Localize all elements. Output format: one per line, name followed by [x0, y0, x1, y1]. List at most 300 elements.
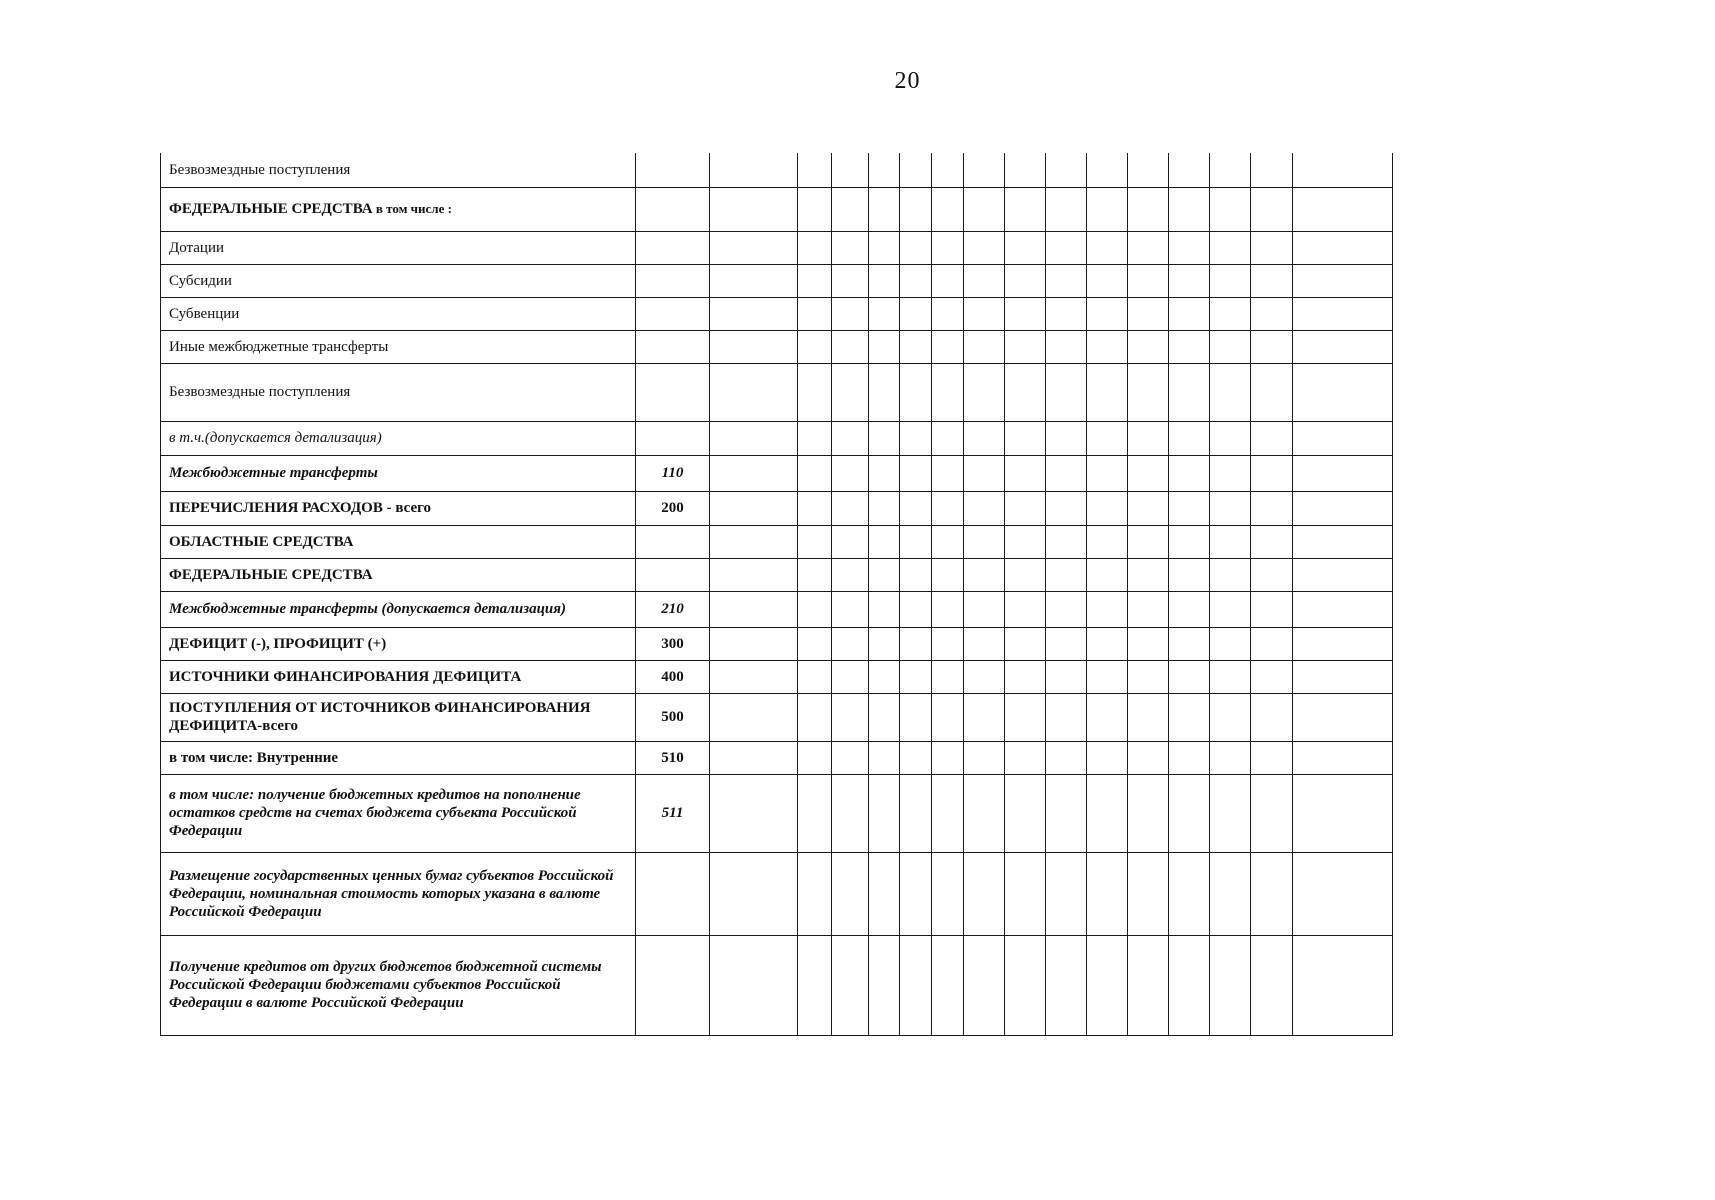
empty-cell: [1251, 591, 1293, 627]
empty-cell: [1005, 774, 1046, 852]
empty-cell: [1005, 421, 1046, 455]
empty-cell: [798, 297, 832, 330]
empty-cell: [964, 774, 1005, 852]
empty-cell: [832, 491, 869, 525]
empty-cell: [1128, 187, 1169, 231]
budget-grid: [160, 153, 1393, 1036]
empty-cell: [832, 264, 869, 297]
empty-cell: [1169, 455, 1210, 491]
empty-cell: [1128, 660, 1169, 693]
empty-cell: [900, 264, 932, 297]
empty-cell: [1169, 231, 1210, 264]
empty-cell: [832, 231, 869, 264]
empty-cell: [1087, 421, 1128, 455]
empty-cell: [798, 330, 832, 363]
empty-cell: [710, 455, 798, 491]
empty-cell: [900, 421, 932, 455]
empty-cell: [869, 525, 900, 558]
empty-cell: [1087, 491, 1128, 525]
empty-cell: [964, 852, 1005, 935]
empty-cell: [900, 153, 932, 187]
empty-cell: [869, 330, 900, 363]
empty-cell: [932, 231, 964, 264]
empty-cell: [1251, 363, 1293, 421]
empty-cell: [964, 363, 1005, 421]
empty-cell: [710, 852, 798, 935]
empty-cell: [798, 774, 832, 852]
empty-cell: [1087, 330, 1128, 363]
empty-cell: [1210, 525, 1251, 558]
empty-cell: [710, 231, 798, 264]
empty-cell: [1128, 153, 1169, 187]
row-code: 210: [636, 591, 710, 627]
row-label: [161, 693, 636, 741]
empty-cell: [869, 153, 900, 187]
empty-cell: [1210, 660, 1251, 693]
empty-cell: [1005, 231, 1046, 264]
empty-cell: [1251, 153, 1293, 187]
empty-cell: [798, 421, 832, 455]
empty-cell: [832, 591, 869, 627]
empty-cell: [710, 627, 798, 660]
row-label: [161, 455, 636, 491]
empty-cell: [869, 935, 900, 1035]
empty-cell: [1169, 774, 1210, 852]
empty-cell: [1293, 297, 1393, 330]
row-label-text: Межбюджетные трансферты (допускается детализация): [169, 601, 566, 617]
empty-cell: [964, 935, 1005, 1035]
empty-cell: [1210, 852, 1251, 935]
empty-cell: [1251, 297, 1293, 330]
empty-cell: [1087, 627, 1128, 660]
empty-cell: [1005, 525, 1046, 558]
table-row: [161, 660, 1393, 693]
row-label: [161, 264, 636, 297]
empty-cell: [1293, 741, 1393, 774]
empty-cell: [710, 330, 798, 363]
empty-cell: [900, 330, 932, 363]
empty-cell: [1005, 187, 1046, 231]
empty-cell: [1087, 852, 1128, 935]
empty-cell: [964, 455, 1005, 491]
empty-cell: [1087, 741, 1128, 774]
empty-cell: [932, 525, 964, 558]
table-row: [161, 455, 1393, 491]
empty-cell: [1210, 935, 1251, 1035]
empty-cell: [1005, 558, 1046, 591]
empty-cell: [798, 187, 832, 231]
empty-cell: [1087, 525, 1128, 558]
empty-cell: [1293, 591, 1393, 627]
empty-cell: [832, 297, 869, 330]
row-code: [636, 231, 710, 264]
empty-cell: [798, 591, 832, 627]
empty-cell: [1169, 591, 1210, 627]
budget-table: [160, 153, 1393, 1036]
empty-cell: [1087, 187, 1128, 231]
row-label: [161, 591, 636, 627]
row-label-text: Размещение государственных ценных бумаг субъектов Российской Федерации, номинальная стоимость которых указана в валюте Российской Федерации: [169, 867, 614, 920]
empty-cell: [1005, 153, 1046, 187]
empty-cell: [1251, 852, 1293, 935]
row-code: [636, 525, 710, 558]
empty-cell: [1128, 231, 1169, 264]
empty-cell: [964, 591, 1005, 627]
empty-cell: [900, 525, 932, 558]
empty-cell: [710, 525, 798, 558]
empty-cell: [932, 774, 964, 852]
empty-cell: [832, 153, 869, 187]
row-code: 110: [636, 455, 710, 491]
empty-cell: [710, 363, 798, 421]
empty-cell: [1128, 297, 1169, 330]
empty-cell: [900, 297, 932, 330]
table-row: [161, 330, 1393, 363]
table-row: [161, 525, 1393, 558]
table-row: [161, 297, 1393, 330]
empty-cell: [932, 297, 964, 330]
empty-cell: [1087, 935, 1128, 1035]
empty-cell: [964, 297, 1005, 330]
empty-cell: [1046, 264, 1087, 297]
empty-cell: [798, 852, 832, 935]
empty-cell: [1005, 852, 1046, 935]
row-code: 300: [636, 627, 710, 660]
empty-cell: [1046, 231, 1087, 264]
empty-cell: [1128, 330, 1169, 363]
empty-cell: [1087, 153, 1128, 187]
empty-cell: [1005, 330, 1046, 363]
empty-cell: [1210, 421, 1251, 455]
empty-cell: [710, 491, 798, 525]
empty-cell: [798, 491, 832, 525]
empty-cell: [1128, 491, 1169, 525]
row-code: [636, 297, 710, 330]
empty-cell: [1293, 491, 1393, 525]
table-row: [161, 231, 1393, 264]
empty-cell: [1210, 153, 1251, 187]
empty-cell: [832, 455, 869, 491]
empty-cell: [932, 693, 964, 741]
empty-cell: [1293, 660, 1393, 693]
empty-cell: [1005, 491, 1046, 525]
row-code: [636, 330, 710, 363]
empty-cell: [1087, 591, 1128, 627]
empty-cell: [932, 187, 964, 231]
empty-cell: [1087, 455, 1128, 491]
empty-cell: [1128, 558, 1169, 591]
empty-cell: [832, 852, 869, 935]
empty-cell: [832, 741, 869, 774]
row-label: [161, 852, 636, 935]
empty-cell: [1046, 491, 1087, 525]
empty-cell: [832, 421, 869, 455]
empty-cell: [1210, 774, 1251, 852]
empty-cell: [1293, 627, 1393, 660]
row-label: [161, 774, 636, 852]
empty-cell: [832, 363, 869, 421]
empty-cell: [1251, 627, 1293, 660]
row-code: [636, 153, 710, 187]
row-label-text: Субвенции: [169, 305, 240, 322]
empty-cell: [900, 491, 932, 525]
empty-cell: [1005, 935, 1046, 1035]
empty-cell: [1128, 363, 1169, 421]
row-label-text: Безвозмездные поступления: [169, 161, 351, 178]
empty-cell: [1169, 660, 1210, 693]
empty-cell: [1251, 741, 1293, 774]
empty-cell: [1169, 627, 1210, 660]
empty-cell: [1293, 935, 1393, 1035]
empty-cell: [832, 330, 869, 363]
empty-cell: [1046, 297, 1087, 330]
empty-cell: [1251, 774, 1293, 852]
empty-cell: [964, 421, 1005, 455]
empty-cell: [932, 491, 964, 525]
empty-cell: [832, 693, 869, 741]
empty-cell: [1128, 264, 1169, 297]
empty-cell: [932, 455, 964, 491]
row-label: [161, 660, 636, 693]
empty-cell: [964, 231, 1005, 264]
empty-cell: [1087, 558, 1128, 591]
empty-cell: [900, 935, 932, 1035]
empty-cell: [1210, 363, 1251, 421]
empty-cell: [832, 660, 869, 693]
empty-cell: [1128, 852, 1169, 935]
empty-cell: [900, 591, 932, 627]
empty-cell: [1005, 591, 1046, 627]
empty-cell: [1210, 455, 1251, 491]
table-row: [161, 421, 1393, 455]
empty-cell: [1169, 330, 1210, 363]
empty-cell: [798, 558, 832, 591]
empty-cell: [1005, 627, 1046, 660]
empty-cell: [1210, 591, 1251, 627]
empty-cell: [1046, 558, 1087, 591]
empty-cell: [900, 741, 932, 774]
empty-cell: [1210, 491, 1251, 525]
empty-cell: [1293, 363, 1393, 421]
row-label-text: Субсидии: [169, 272, 232, 289]
empty-cell: [1210, 297, 1251, 330]
table-row: [161, 153, 1393, 187]
row-code: [636, 852, 710, 935]
table-row: [161, 627, 1393, 660]
row-label: [161, 935, 636, 1035]
empty-cell: [869, 852, 900, 935]
row-label-text: Безвозмездные поступления: [169, 384, 351, 400]
empty-cell: [1005, 455, 1046, 491]
empty-cell: [1046, 935, 1087, 1035]
empty-cell: [1046, 525, 1087, 558]
empty-cell: [1169, 363, 1210, 421]
empty-cell: [869, 297, 900, 330]
empty-cell: [1128, 741, 1169, 774]
empty-cell: [1210, 693, 1251, 741]
empty-cell: [900, 558, 932, 591]
empty-cell: [869, 660, 900, 693]
row-label-text: ФЕДЕРАЛЬНЫЕ СРЕДСТВА: [169, 201, 373, 217]
row-code: 200: [636, 491, 710, 525]
empty-cell: [1293, 774, 1393, 852]
row-label-text: Получение кредитов от других бюджетов бюджетной системы Российской Федерации бюджетами субъектов Российской Федерации в валюте Российской Федерации: [169, 959, 602, 1011]
row-code: [636, 558, 710, 591]
empty-cell: [1046, 153, 1087, 187]
empty-cell: [1128, 935, 1169, 1035]
empty-cell: [964, 660, 1005, 693]
row-label-text: Дотации: [169, 239, 225, 256]
row-label: [161, 741, 636, 774]
row-label-text: ИСТОЧНИКИ ФИНАНСИРОВАНИЯ ДЕФИЦИТА: [169, 668, 522, 685]
empty-cell: [1046, 660, 1087, 693]
empty-cell: [710, 421, 798, 455]
empty-cell: [798, 231, 832, 264]
empty-cell: [964, 264, 1005, 297]
empty-cell: [710, 660, 798, 693]
empty-cell: [798, 660, 832, 693]
empty-cell: [1251, 455, 1293, 491]
table-row: [161, 363, 1393, 421]
empty-cell: [869, 231, 900, 264]
row-label: [161, 153, 636, 187]
empty-cell: [1046, 852, 1087, 935]
empty-cell: [1251, 558, 1293, 591]
empty-cell: [932, 558, 964, 591]
empty-cell: [900, 852, 932, 935]
empty-cell: [1293, 421, 1393, 455]
empty-cell: [1293, 264, 1393, 297]
empty-cell: [900, 187, 932, 231]
empty-cell: [869, 363, 900, 421]
empty-cell: [1005, 264, 1046, 297]
empty-cell: [1046, 455, 1087, 491]
row-label: [161, 525, 636, 558]
empty-cell: [798, 741, 832, 774]
empty-cell: [1293, 525, 1393, 558]
empty-cell: [798, 153, 832, 187]
empty-cell: [1251, 421, 1293, 455]
row-label: [161, 231, 636, 264]
table-row: [161, 491, 1393, 525]
row-code: [636, 935, 710, 1035]
row-label-text: ПЕРЕЧИСЛЕНИЯ РАСХОДОВ - всего: [169, 500, 432, 516]
empty-cell: [1251, 935, 1293, 1035]
empty-cell: [1293, 693, 1393, 741]
row-label: [161, 297, 636, 330]
empty-cell: [869, 693, 900, 741]
row-code: 500: [636, 693, 710, 741]
empty-cell: [832, 525, 869, 558]
empty-cell: [1087, 231, 1128, 264]
empty-cell: [1169, 558, 1210, 591]
empty-cell: [964, 187, 1005, 231]
empty-cell: [1169, 491, 1210, 525]
empty-cell: [1169, 297, 1210, 330]
empty-cell: [1046, 591, 1087, 627]
empty-cell: [964, 330, 1005, 363]
empty-cell: [1251, 693, 1293, 741]
empty-cell: [964, 153, 1005, 187]
empty-cell: [798, 525, 832, 558]
empty-cell: [1087, 774, 1128, 852]
empty-cell: [1169, 693, 1210, 741]
empty-cell: [710, 153, 798, 187]
empty-cell: [1046, 774, 1087, 852]
row-label: [161, 363, 636, 421]
empty-cell: [900, 455, 932, 491]
empty-cell: [932, 264, 964, 297]
row-label: [161, 421, 636, 455]
empty-cell: [1210, 231, 1251, 264]
empty-cell: [869, 455, 900, 491]
empty-cell: [798, 935, 832, 1035]
empty-cell: [1251, 330, 1293, 363]
row-label-text: Иные межбюджетные трансферты: [169, 338, 389, 355]
empty-cell: [869, 627, 900, 660]
empty-cell: [1293, 852, 1393, 935]
row-label: [161, 330, 636, 363]
row-label-text: ОБЛАСТНЫЕ СРЕДСТВА: [169, 533, 354, 550]
row-code: 511: [636, 774, 710, 852]
empty-cell: [1210, 558, 1251, 591]
table-row: [161, 741, 1393, 774]
row-code: [636, 363, 710, 421]
empty-cell: [900, 693, 932, 741]
row-label: [161, 187, 636, 231]
row-label: [161, 627, 636, 660]
row-label-text: в т.ч.(допускается детализация): [169, 430, 382, 446]
empty-cell: [964, 741, 1005, 774]
empty-cell: [798, 455, 832, 491]
table-row: [161, 774, 1393, 852]
row-label: [161, 491, 636, 525]
empty-cell: [869, 264, 900, 297]
empty-cell: [710, 774, 798, 852]
empty-cell: [1169, 525, 1210, 558]
empty-cell: [710, 264, 798, 297]
empty-cell: [1128, 693, 1169, 741]
empty-cell: [798, 693, 832, 741]
empty-cell: [1210, 264, 1251, 297]
table-row: [161, 852, 1393, 935]
row-label-tail: в том числе :: [372, 201, 452, 216]
empty-cell: [900, 231, 932, 264]
row-label-text: ФЕДЕРАЛЬНЫЕ СРЕДСТВА: [169, 566, 373, 583]
empty-cell: [964, 627, 1005, 660]
empty-cell: [900, 363, 932, 421]
table-row: [161, 264, 1393, 297]
empty-cell: [964, 525, 1005, 558]
empty-cell: [869, 741, 900, 774]
empty-cell: [1005, 660, 1046, 693]
row-label: [161, 558, 636, 591]
empty-cell: [1087, 363, 1128, 421]
empty-cell: [1293, 231, 1393, 264]
empty-cell: [1251, 525, 1293, 558]
empty-cell: [932, 741, 964, 774]
empty-cell: [1046, 741, 1087, 774]
empty-cell: [1251, 231, 1293, 264]
empty-cell: [869, 421, 900, 455]
row-label-text: ПОСТУПЛЕНИЯ ОТ ИСТОЧНИКОВ ФИНАНСИРОВАНИЯ ДЕФИЦИТА-всего: [169, 700, 591, 734]
empty-cell: [1293, 153, 1393, 187]
empty-cell: [710, 297, 798, 330]
empty-cell: [964, 491, 1005, 525]
empty-cell: [900, 627, 932, 660]
empty-cell: [900, 660, 932, 693]
empty-cell: [710, 693, 798, 741]
